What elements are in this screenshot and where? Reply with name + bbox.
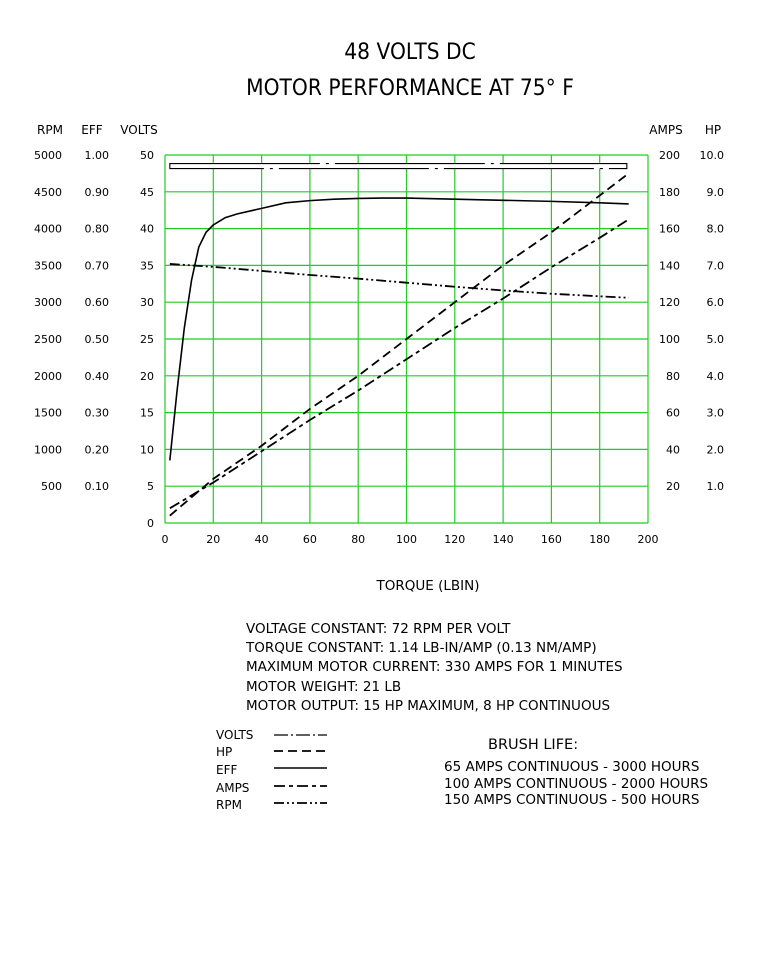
brush-life-line: 100 AMPS CONTINUOUS - 2000 HOURS (444, 776, 709, 792)
tick-label-rpm: 1500 (34, 406, 62, 420)
tick-label-eff: 0.90 (84, 185, 109, 199)
tick-label-amps: 120 (659, 296, 680, 310)
tick-label-hp: 1.0 (706, 480, 724, 494)
tick-label-rpm: 4000 (34, 222, 62, 236)
tick-label-volts: 30 (140, 296, 154, 310)
axis-title-hp: HP (704, 123, 722, 137)
x-tick-label: 160 (540, 533, 562, 546)
tick-label-amps: 160 (659, 222, 680, 236)
tick-label-volts: 45 (140, 185, 154, 199)
x-tick-label: 120 (444, 533, 466, 546)
series-line-rpm (170, 264, 629, 298)
spec-voltage-constant: VOLTAGE CONSTANT: 72 RPM PER VOLT (246, 621, 511, 637)
tick-label-eff: 1.00 (84, 149, 109, 162)
tick-label-eff: 0.70 (84, 259, 109, 273)
tick-label-volts: 10 (140, 443, 154, 457)
x-tick-label: 180 (589, 533, 611, 546)
tick-label-amps: 40 (666, 443, 680, 457)
brush-life-line: 65 AMPS CONTINUOUS - 3000 HOURS (444, 759, 700, 775)
axis-title-volts: VOLTS (120, 123, 158, 137)
tick-label-hp: 3.0 (706, 406, 724, 420)
tick-label-volts: 40 (140, 222, 154, 236)
tick-label-hp: 7.0 (706, 259, 724, 273)
tick-label-amps: 20 (666, 480, 680, 494)
x-tick-label: 140 (492, 533, 514, 546)
x-tick-label: 40 (254, 533, 269, 546)
tick-label-eff: 0.20 (84, 443, 109, 457)
legend-label-volts: VOLTS (216, 728, 254, 742)
tick-label-volts: 25 (140, 333, 154, 346)
spec-maximum-current: MAXIMUM MOTOR CURRENT: 330 AMPS FOR 1 MINUTES (246, 659, 623, 675)
tick-label-volts: 15 (140, 406, 154, 420)
tick-label-amps: 180 (659, 185, 680, 199)
chart-title: 48 VOLTS DC (344, 40, 476, 65)
tick-label-eff: 0.40 (84, 369, 109, 383)
tick-label-hp: 4.0 (706, 369, 724, 383)
tick-label-rpm: 5000 (34, 149, 62, 162)
x-tick-label: 100 (396, 533, 417, 546)
tick-label-eff: 0.80 (84, 222, 109, 236)
tick-label-hp: 9.0 (706, 185, 724, 199)
tick-label-hp: 5.0 (706, 333, 724, 346)
tick-label-rpm: 2500 (34, 333, 62, 346)
tick-label-volts: 0 (147, 517, 154, 530)
tick-label-volts: 20 (140, 369, 154, 383)
tick-label-hp: 10.0 (699, 149, 724, 162)
series-line-eff (170, 198, 629, 460)
tick-label-rpm: 4500 (34, 185, 62, 199)
tick-label-rpm: 3500 (34, 259, 62, 273)
x-tick-label: 0 (161, 533, 169, 546)
axis-title-eff: EFF (81, 123, 103, 137)
tick-label-hp: 8.0 (706, 222, 724, 236)
legend-label-rpm: RPM (216, 798, 242, 812)
spec-motor-weight: MOTOR WEIGHT: 21 LB (246, 679, 402, 695)
x-axis-label: TORQUE (LBIN) (376, 578, 480, 594)
spec-motor-output: MOTOR OUTPUT: 15 HP MAXIMUM, 8 HP CONTINUOUS (246, 698, 611, 714)
tick-label-hp: 2.0 (706, 443, 724, 457)
tick-label-hp: 6.0 (706, 296, 724, 310)
tick-label-eff: 0.10 (84, 480, 109, 494)
tick-label-rpm: 2000 (34, 369, 62, 383)
chart-subtitle: MOTOR PERFORMANCE AT 75° F (246, 76, 574, 101)
axis-title-amps: AMPS (649, 123, 683, 137)
spec-torque-constant: TORQUE CONSTANT: 1.14 LB-IN/AMP (0.13 NM/AMP) (246, 640, 597, 656)
x-tick-label: 200 (637, 533, 659, 546)
series-line-volts (170, 164, 627, 169)
series-line-amps (170, 219, 629, 508)
tick-label-volts: 35 (140, 259, 154, 273)
axis-title-rpm: RPM (37, 123, 63, 137)
tick-label-amps: 60 (666, 406, 680, 420)
tick-label-eff: 0.60 (84, 296, 109, 310)
x-tick-label: 80 (351, 533, 366, 546)
tick-label-volts: 50 (140, 149, 154, 162)
tick-label-amps: 80 (666, 369, 680, 383)
x-tick-label: 60 (302, 533, 317, 546)
series-line-hp (170, 173, 629, 515)
x-tick-label: 20 (206, 533, 221, 546)
legend-label-hp: HP (216, 745, 233, 759)
tick-label-eff: 0.30 (84, 406, 109, 420)
legend-label-eff: EFF (216, 763, 238, 777)
tick-label-amps: 200 (659, 149, 680, 162)
brush-life-line: 150 AMPS CONTINUOUS - 500 HOURS (444, 792, 700, 808)
tick-label-amps: 140 (659, 259, 680, 273)
tick-label-rpm: 1000 (34, 443, 62, 457)
tick-label-volts: 5 (147, 480, 154, 494)
tick-label-amps: 100 (659, 333, 680, 346)
tick-label-rpm: 500 (41, 480, 62, 494)
tick-label-rpm: 3000 (34, 296, 62, 310)
brush-life-title: BRUSH LIFE: (488, 737, 579, 753)
legend-label-amps: AMPS (216, 781, 250, 795)
tick-label-eff: 0.50 (84, 333, 109, 346)
